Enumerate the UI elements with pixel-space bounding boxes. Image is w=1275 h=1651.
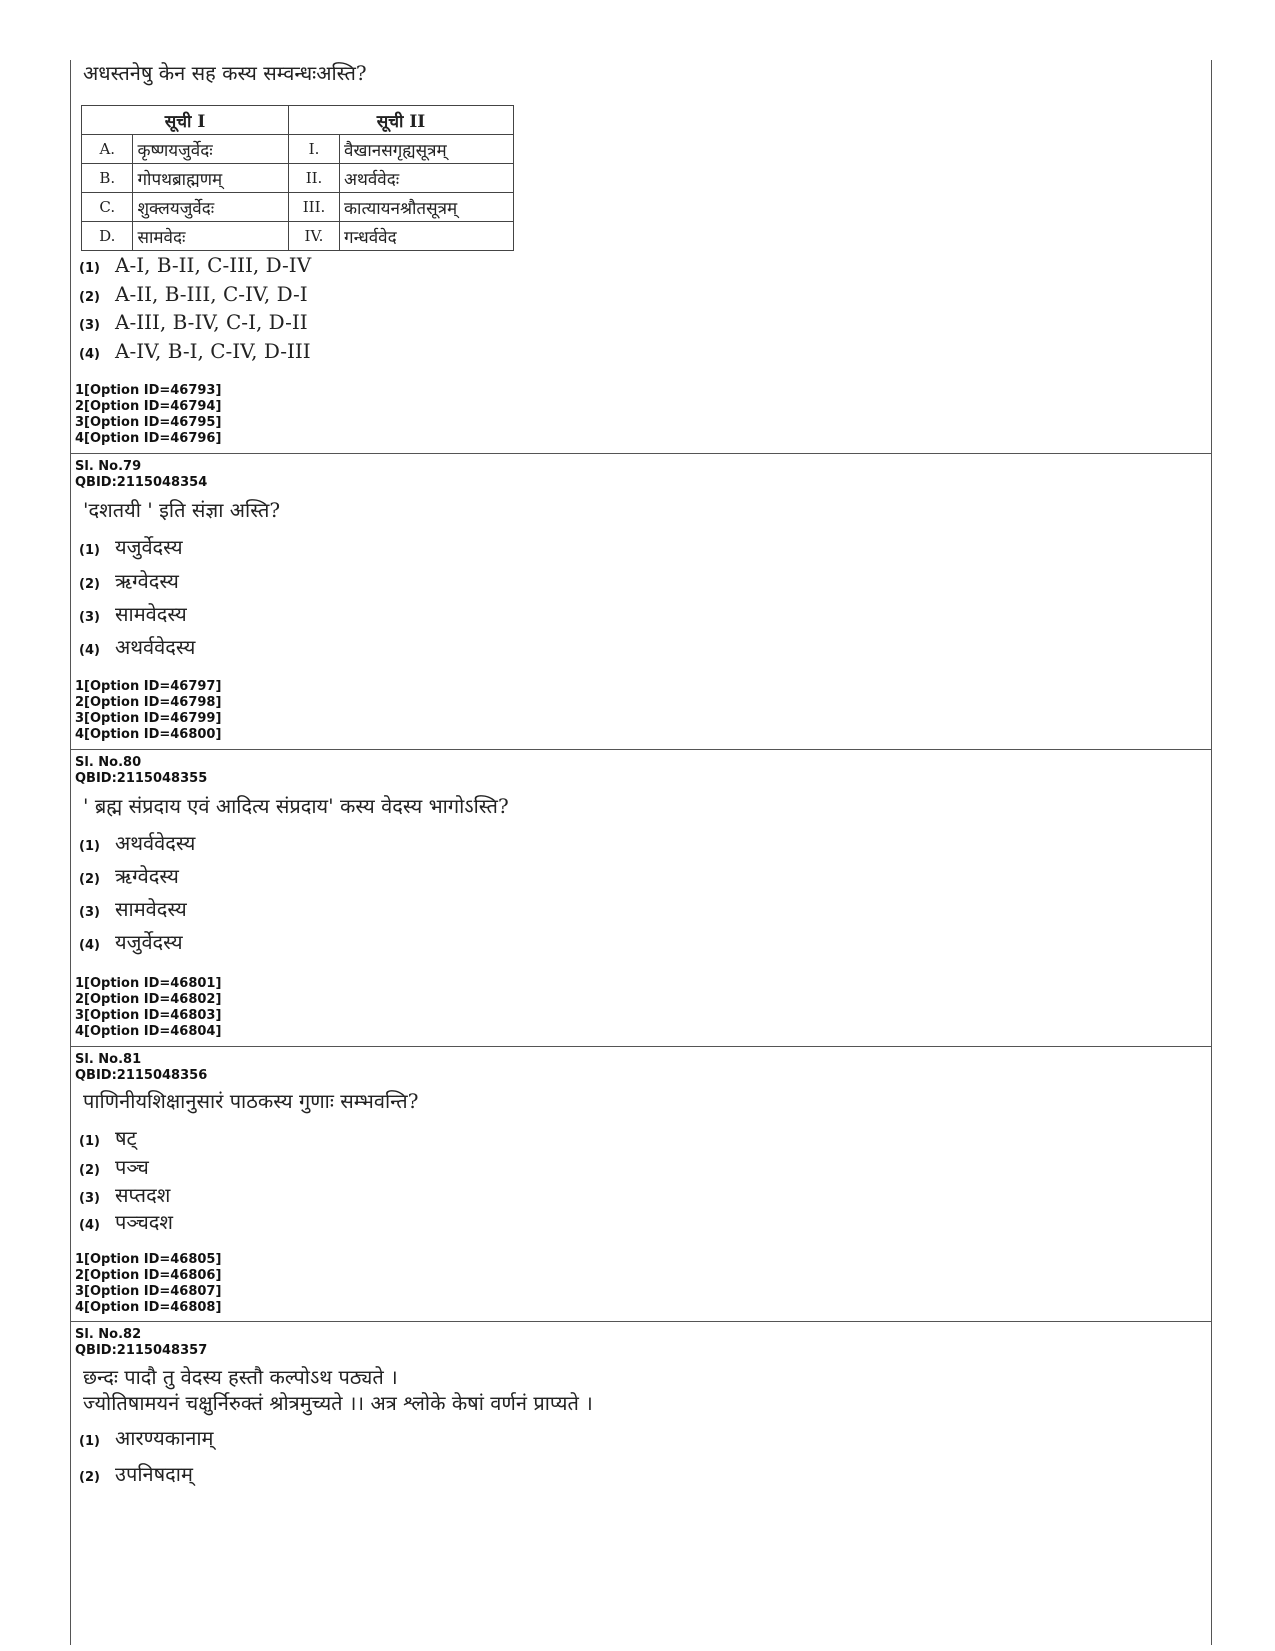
divider (71, 749, 1211, 750)
option-id: 3[Option ID=46795] (75, 415, 222, 430)
option-number: (2) (79, 577, 100, 592)
list-2-value: गन्धर्ववेद (340, 222, 514, 251)
option-1[interactable] (79, 1124, 137, 1154)
list-1-value: शुक्लयजुर्वेदः (133, 193, 289, 222)
option-1[interactable] (79, 1424, 214, 1454)
option-number: (3) (79, 905, 100, 920)
option-1[interactable] (79, 253, 311, 283)
option-id: 1[Option ID=46793] (75, 383, 222, 398)
question-text: ' ब्रह्म संप्रदाय एवं आदित्य संप्रदाय' कस्य वेदस्य भागोऽस्ति? (83, 794, 509, 818)
option-number: (1) (79, 1134, 100, 1149)
option-id: 1[Option ID=46797] (75, 679, 222, 694)
option-text: यजुर्वेदस्य (115, 535, 183, 559)
option-text: A-III, B-IV, C-I, D-II (115, 310, 308, 334)
option-number: (2) (79, 1163, 100, 1178)
option-number: (3) (79, 318, 100, 333)
option-2[interactable] (79, 282, 308, 312)
option-2[interactable] (79, 1153, 149, 1183)
option-4[interactable] (79, 928, 183, 958)
option-id: 2[Option ID=46806] (75, 1268, 222, 1283)
option-2[interactable] (79, 1460, 193, 1490)
option-number: (4) (79, 643, 100, 658)
option-3[interactable] (79, 600, 187, 630)
question-text-line-1: छन्दः पादौ तु वेदस्य हस्तौ कल्पोऽथ पठ्यते । (83, 1365, 398, 1389)
option-3[interactable] (79, 1181, 170, 1211)
option-text: सप्तदश (115, 1183, 171, 1207)
option-number: (2) (79, 290, 100, 305)
option-text: सामवेदस्य (115, 897, 187, 921)
option-number: (1) (79, 839, 100, 854)
option-text: ऋग्वेदस्य (115, 864, 179, 888)
option-1[interactable] (79, 533, 183, 563)
option-4[interactable] (79, 339, 311, 369)
option-number: (3) (79, 1191, 100, 1206)
option-number: (1) (79, 261, 100, 276)
option-id: 2[Option ID=46802] (75, 992, 222, 1007)
option-id: 4[Option ID=46804] (75, 1024, 222, 1039)
list-2-value: वैखानसगृह्यसूत्रम् (340, 135, 514, 164)
question-text: पाणिनीयशिक्षानुसारं पाठकस्य गुणाः सम्भवन्ति? (83, 1089, 419, 1113)
option-2[interactable] (79, 862, 179, 892)
question-text: अधस्तनेषु केन सह कस्य सम्वन्धःअस्ति? (83, 61, 367, 85)
option-id: 2[Option ID=46798] (75, 695, 222, 710)
list-1-key: C. (82, 193, 133, 222)
table-row (82, 164, 514, 193)
table-row (82, 222, 514, 251)
qbid: QBID:2115048356 (75, 1068, 208, 1083)
table-row (82, 193, 514, 222)
divider (71, 1321, 1211, 1322)
option-number: (1) (79, 543, 100, 558)
option-number: (1) (79, 1434, 100, 1449)
option-4[interactable] (79, 633, 195, 663)
option-text: यजुर्वेदस्य (115, 930, 183, 954)
option-3[interactable] (79, 310, 308, 340)
option-id: 1[Option ID=46805] (75, 1252, 222, 1267)
qbid: QBID:2115048355 (75, 771, 208, 786)
list-2-key: III. (289, 193, 340, 222)
option-id: 3[Option ID=46807] (75, 1284, 222, 1299)
list-1-header: सूची I (82, 106, 289, 135)
list-1-value: गोपथब्राह्मणम् (133, 164, 289, 193)
option-text: A-I, B-II, C-III, D-IV (115, 253, 312, 277)
qbid: QBID:2115048354 (75, 475, 208, 490)
serial-number: Sl. No.82 (75, 1327, 142, 1342)
list-1-key: A. (82, 135, 133, 164)
option-number: (4) (79, 347, 100, 362)
option-text: पञ्च (115, 1155, 149, 1179)
option-4[interactable] (79, 1208, 173, 1238)
list-2-key: II. (289, 164, 340, 193)
option-text: A-IV, B-I, C-IV, D-III (115, 339, 311, 363)
divider (71, 1046, 1211, 1047)
serial-number: Sl. No.79 (75, 459, 142, 474)
option-id: 3[Option ID=46799] (75, 711, 222, 726)
option-text: ऋग्वेदस्य (115, 569, 179, 593)
option-1[interactable] (79, 829, 195, 859)
option-id-list (75, 976, 221, 1040)
table-row (82, 135, 514, 164)
option-id-list (75, 1252, 221, 1316)
option-number: (2) (79, 1470, 100, 1485)
option-text: पञ्चदश (115, 1210, 174, 1234)
list-1-key: B. (82, 164, 133, 193)
list-2-value: कात्यायनश्रौतसूत्रम् (340, 193, 514, 222)
option-id-list (75, 383, 221, 447)
list-2-value: अथर्ववेदः (340, 164, 514, 193)
option-text: अथर्ववेदस्य (115, 635, 196, 659)
option-number: (3) (79, 610, 100, 625)
serial-number: Sl. No.81 (75, 1052, 142, 1067)
list-1-value: कृष्णयजुर्वेदः (133, 135, 289, 164)
divider (71, 453, 1211, 454)
option-text: उपनिषदाम् (115, 1462, 193, 1486)
option-id: 3[Option ID=46803] (75, 1008, 222, 1023)
option-text: षट् (115, 1126, 137, 1150)
table-header-row (82, 106, 514, 135)
option-id: 4[Option ID=46800] (75, 727, 222, 742)
question-text: 'दशतयी ' इति संज्ञा अस्ति? (83, 498, 281, 522)
serial-number: Sl. No.80 (75, 755, 142, 770)
list-1-key: D. (82, 222, 133, 251)
option-id: 2[Option ID=46794] (75, 399, 222, 414)
qbid: QBID:2115048357 (75, 1343, 208, 1358)
option-number: (2) (79, 872, 100, 887)
option-2[interactable] (79, 567, 179, 597)
question-paper-frame (70, 60, 1212, 1645)
option-3[interactable] (79, 895, 187, 925)
option-id: 1[Option ID=46801] (75, 976, 222, 991)
option-id: 4[Option ID=46808] (75, 1300, 222, 1315)
option-id: 4[Option ID=46796] (75, 431, 222, 446)
list-2-key: IV. (289, 222, 340, 251)
option-text: A-II, B-III, C-IV, D-I (115, 282, 308, 306)
question-text-line-2: ज्योतिषामयनं चक्षुर्निरुक्तं श्रोत्रमुच्यते ।। अत्र श्लोके केषां वर्णनं प्राप्यते । (83, 1391, 593, 1415)
option-id-list (75, 679, 221, 743)
match-table (81, 105, 514, 251)
option-text: अथर्ववेदस्य (115, 831, 196, 855)
list-2-header: सूची II (289, 106, 514, 135)
option-number: (4) (79, 1218, 100, 1233)
list-1-value: सामवेदः (133, 222, 289, 251)
option-text: सामवेदस्य (115, 602, 187, 626)
option-text: आरण्यकानाम् (115, 1426, 214, 1450)
option-number: (4) (79, 938, 100, 953)
list-2-key: I. (289, 135, 340, 164)
